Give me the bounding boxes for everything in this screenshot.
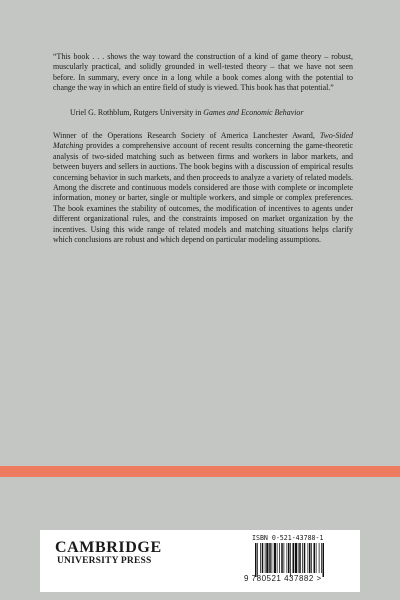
- barcode-bar: [302, 543, 303, 573]
- barcode-digits: 9 780521 437882 >: [244, 574, 322, 583]
- barcode-bar: [290, 543, 291, 577]
- barcode-bar: [311, 543, 312, 573]
- barcode-bar: [269, 543, 271, 573]
- barcode-bar: [262, 543, 264, 573]
- barcode-bar: [279, 543, 280, 573]
- book-description: [53, 131, 353, 245]
- barcode-bar: [298, 543, 299, 573]
- barcode-bar: [299, 543, 301, 573]
- description-rest: provides a comprehensive account of recent results concerning the game-theoretic analysis of two-sided matching such as between firms and workers in labor markets, and between buyers and sellers in auctions. The book begins with a discussion of empirical results concerning behavior in such markets, and then proceeds to analyze a variety of related models. Among the discrete and continuous models considered are those with complete or incomplete information, money or barter, single or multiple workers, and simple or complex preferences. The book examines the stability of outcomes, the modification of incentives to agents under different organizational rules, and the constraints imposed on market organization by the incentives. Using this wide range of related models and matching situations helps clarify which conclusions are robust and which depend on particular modeling assumptions.: [53, 141, 353, 245]
- barcode-bar: [281, 543, 283, 573]
- barcode-bar: [257, 543, 258, 577]
- barcode-bar: [284, 543, 285, 573]
- barcode-bar: [260, 543, 261, 573]
- barcode-bar: [304, 543, 306, 573]
- barcode-bar: [314, 543, 316, 573]
- quote-attribution: [70, 108, 360, 118]
- barcode-bar: [293, 543, 295, 573]
- barcode-bar: [308, 543, 309, 573]
- barcode-bar: [265, 543, 266, 573]
- barcode-bar: [295, 543, 297, 573]
- barcode-bar: [277, 543, 278, 573]
- barcode-bar: [316, 543, 317, 573]
- book-title-italic: Two-Sided Matching: [53, 131, 353, 151]
- isbn-label: ISBN 0-521-43788-1: [252, 534, 324, 542]
- barcode-bar: [272, 543, 273, 573]
- attribution-name: Uriel G. Rothblum, Rutgers University in: [70, 108, 204, 117]
- barcode-bar: [255, 543, 257, 577]
- barcode-bar: [287, 543, 288, 573]
- barcode-bar: [266, 543, 268, 573]
- barcode-bar: [323, 543, 325, 577]
- barcode-bar: [319, 543, 320, 573]
- publisher-logo-subname: UNIVERSITY PRESS: [57, 556, 152, 566]
- barcode-bar: [288, 543, 290, 573]
- publisher-logo-name: CAMBRIDGE: [55, 539, 162, 556]
- barcode-bar: [309, 543, 311, 573]
- barcode-bar: [321, 543, 322, 573]
- review-quote: “This book . . . shows the way toward the construction of a kind of game theory – robust, muscularly practical, and solidly grounded in well-tested theory – that we have not seen before. In summary, every once in a long while a book comes along with the potential to change the way in which an entire field of study is viewed. This book has that potential.”: [53, 52, 353, 93]
- description-intro: Winner of the Operations Research Society of America Lanchester Award,: [53, 131, 320, 140]
- attribution-source: Games and Economic Behavior: [203, 108, 304, 117]
- color-stripe: [0, 466, 400, 477]
- barcode-bar: [274, 543, 276, 573]
- barcode-icon: [254, 543, 348, 577]
